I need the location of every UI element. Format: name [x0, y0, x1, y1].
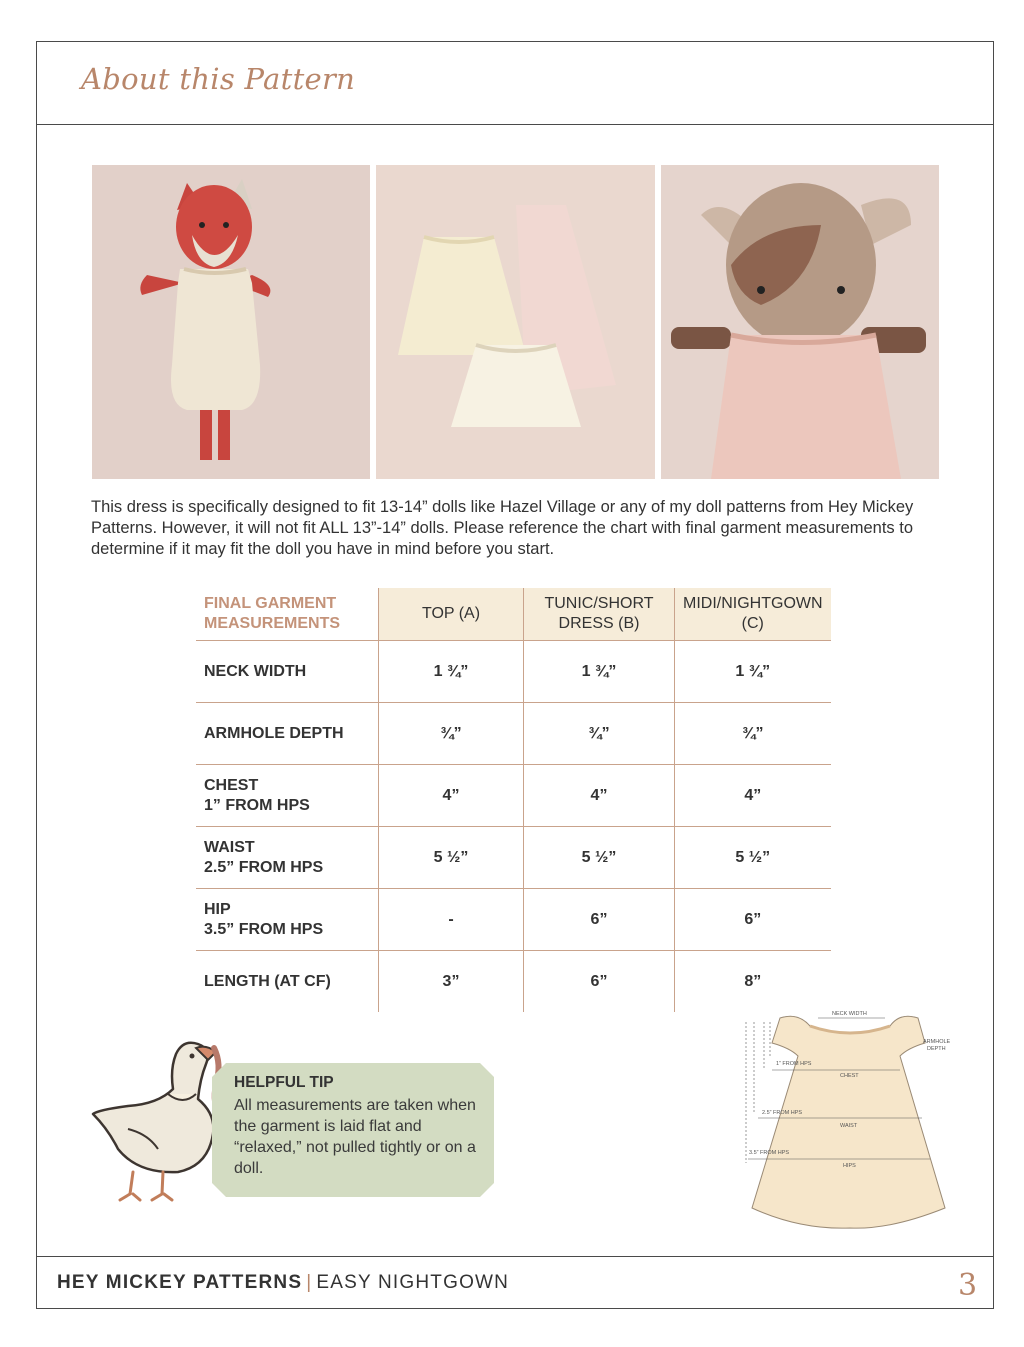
diagram-armhole-line1: ARMHOLE: [923, 1039, 951, 1045]
footer-divider: [36, 1256, 994, 1257]
table-row: [196, 703, 831, 765]
col-tunic-line1: TUNIC/SHORT: [544, 595, 654, 612]
row-label-sub: 3.5” FROM HPS: [204, 920, 324, 938]
fawn-doll-photo: [661, 165, 939, 479]
row-label-sub: 1” FROM HPS: [204, 796, 310, 814]
footer-product: EASY NIGHTGOWN: [316, 1272, 510, 1293]
diagram-hips: HIPS: [843, 1163, 856, 1169]
diagram-neck-width: NECK WIDTH: [832, 1011, 867, 1017]
col-midi-line1: MIDI/NIGHTGOWN: [683, 595, 823, 612]
cell-c: ¾”: [675, 703, 831, 765]
cell-a: -: [379, 889, 524, 951]
row-label-main: NECK WIDTH: [204, 662, 307, 680]
header-label-line2: MEASUREMENTS: [204, 615, 341, 632]
row-label-main: CHEST: [204, 776, 259, 794]
measurements-table: [196, 588, 831, 1012]
row-label-main: WAIST: [204, 838, 255, 856]
cell-b: 4”: [524, 765, 675, 827]
table-header-row: [196, 588, 831, 641]
row-label: [196, 703, 379, 765]
table-row: [196, 827, 831, 889]
cell-a: 5 ½”: [379, 827, 524, 889]
cell-c: 6”: [675, 889, 831, 951]
cell-a: 4”: [379, 765, 524, 827]
row-label: [196, 641, 379, 703]
col-tunic-b: [524, 588, 675, 641]
row-label: [196, 889, 379, 951]
table-row: [196, 951, 831, 1013]
cell-b: 6”: [524, 951, 675, 1013]
cell-b: 5 ½”: [524, 827, 675, 889]
diagram-chest: CHEST: [840, 1073, 859, 1079]
cell-a: ¾”: [379, 703, 524, 765]
row-label: [196, 827, 379, 889]
cell-c: 5 ½”: [675, 827, 831, 889]
footer-brand-line: [57, 1272, 509, 1294]
cell-a: 1 ¾”: [379, 641, 524, 703]
header-divider: [36, 124, 994, 125]
diagram-from-hps-25: 2.5” FROM HPS: [762, 1110, 803, 1116]
page-number: 3: [958, 1268, 978, 1303]
header-label-line1: FINAL GARMENT: [204, 595, 337, 612]
col-tunic-line2: DRESS (B): [558, 615, 640, 632]
garment-measurement-diagram: [740, 1008, 960, 1233]
row-label-sub: 2.5” FROM HPS: [204, 858, 324, 876]
diagram-from-hps-1: 1” FROM HPS: [776, 1061, 812, 1067]
cell-b: 1 ¾”: [524, 641, 675, 703]
table-row: [196, 765, 831, 827]
row-label-main: ARMHOLE DEPTH: [204, 724, 344, 742]
dresses-flatlay-photo: [376, 165, 655, 479]
fox-doll-photo: [92, 165, 370, 479]
diagram-from-hps-35: 3.5” FROM HPS: [749, 1150, 790, 1156]
page-title: About this Pattern: [81, 62, 356, 96]
diagram-armhole-line2: DEPTH: [927, 1046, 946, 1052]
col-top-a: TOP (A): [379, 588, 524, 641]
cell-c: 4”: [675, 765, 831, 827]
tip-text: All measurements are taken when the garment is laid flat and “relaxed,” not pulled tightly or on a doll.: [234, 1097, 476, 1177]
row-label: [196, 951, 379, 1013]
cell-c: 1 ¾”: [675, 641, 831, 703]
row-label: [196, 765, 379, 827]
cell-b: ¾”: [524, 703, 675, 765]
row-label-main: HIP: [204, 900, 231, 918]
col-midi-line2: (C): [741, 615, 764, 632]
row-label-main: LENGTH (AT CF): [204, 972, 331, 990]
intro-paragraph: This dress is specifically designed to fit 13-14” dolls like Hazel Village or any of my doll patterns from Hey Mickey Patterns. However, it will not fit ALL 13”-14” dolls. Please reference the chart with final garment measurements to determine if it may fit the doll you have in mind before you start.: [91, 498, 914, 558]
table-row: [196, 641, 831, 703]
footer-separator: |: [306, 1272, 313, 1293]
cell-c: 8”: [675, 951, 831, 1013]
table-header-label: [196, 588, 379, 641]
col-midi-c: [675, 588, 831, 641]
table-row: [196, 889, 831, 951]
footer-brand: HEY MICKEY PATTERNS: [57, 1272, 303, 1293]
cell-b: 6”: [524, 889, 675, 951]
tip-title: HELPFUL TIP: [234, 1074, 334, 1091]
cell-a: 3”: [379, 951, 524, 1013]
diagram-waist: WAIST: [840, 1123, 858, 1129]
